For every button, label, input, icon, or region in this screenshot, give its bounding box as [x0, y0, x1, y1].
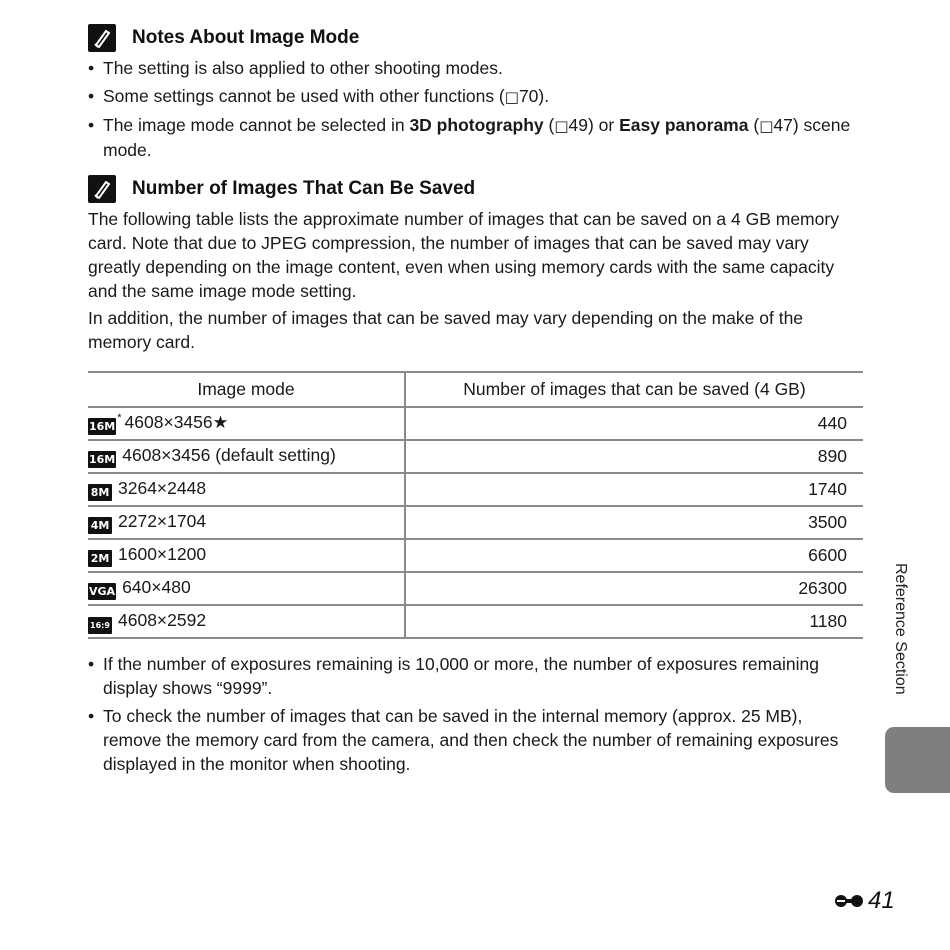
list-item: • Some settings cannot be used with other functions (□70). — [88, 84, 863, 109]
footnotes-list — [88, 652, 863, 780]
image-mode-16m-icon: 16M — [89, 453, 116, 466]
image-mode-label: 3264×2448 — [118, 478, 207, 498]
image-mode-4m-icon: 4M — [88, 517, 112, 534]
image-count: 1740 — [405, 473, 863, 506]
list-item: • If the number of exposures remaining is 10,000 or more, the number of exposures remaining display shows “9999”. — [88, 652, 863, 700]
images-table — [88, 371, 863, 639]
reference-section-e-icon — [834, 894, 864, 908]
section-label: Reference Section — [892, 563, 909, 695]
paragraph: The following table lists the approximate number of images that can be saved on a 4 GB memory card. Note that due to JPEG compression, the number of images that can be saved may vary greatly depending on the image content, even when using memory cards with the same capacity and the same image mode setting. — [88, 209, 839, 301]
table-row — [88, 539, 863, 572]
note-title: Number of Images That Can Be Saved — [132, 178, 476, 199]
table-row — [88, 473, 863, 506]
image-mode-label: 2272×1704 — [118, 511, 207, 531]
image-count: 6600 — [405, 539, 863, 572]
image-mode-label: 4608×2592 — [118, 609, 207, 630]
image-mode-2m-icon: 2M — [88, 550, 112, 567]
image-mode-label: 4608×3456★ — [124, 412, 229, 432]
table-row — [88, 440, 863, 473]
image-mode-notes-list — [88, 56, 863, 166]
pencil-note-icon — [88, 175, 116, 203]
image-mode-16m-icon: 16M — [89, 420, 116, 433]
column-header-count: Number of images that can be saved (4 GB) — [405, 372, 863, 407]
image-mode-label: 4608×3456 (default setting) — [122, 445, 336, 465]
table-row: 16M* 4608×3456★ 440 — [88, 407, 863, 440]
page-reference-icon: □ — [504, 88, 519, 106]
image-mode-label: 640×480 — [122, 577, 191, 597]
image-count: 890 — [405, 440, 863, 473]
table-row — [88, 572, 863, 605]
page-reference-link[interactable]: 70 — [518, 86, 539, 106]
page-reference-link[interactable]: 49 — [568, 115, 588, 135]
note-heading-image-mode — [88, 24, 359, 52]
table-header-row — [88, 372, 863, 407]
image-count: 440 — [405, 407, 863, 440]
image-count: 26300 — [405, 572, 863, 605]
page-reference-link[interactable]: 47 — [773, 115, 793, 135]
list-item: • The setting is also applied to other shooting modes. — [88, 56, 863, 80]
section-tab[interactable] — [885, 727, 950, 793]
image-mode-16-9-icon: 16:9 — [88, 617, 112, 634]
note-title: Notes About Image Mode — [132, 27, 360, 48]
table-row — [88, 605, 863, 638]
pencil-note-icon — [88, 24, 116, 52]
page-number: 41 — [834, 887, 895, 915]
image-mode-label: 1600×1200 — [118, 544, 207, 564]
column-header-image-mode: Image mode — [88, 372, 405, 407]
image-count: 1180 — [405, 605, 863, 638]
page-reference-icon: □ — [759, 117, 774, 135]
image-mode-vga-icon: VGA — [89, 585, 116, 598]
page-reference-icon: □ — [554, 117, 569, 135]
image-count: 3500 — [405, 506, 863, 539]
note-heading-number-of-images — [88, 175, 475, 203]
list-item: • The image mode cannot be selected in 3D photography (□49) or Easy panorama (□47) scene mode. — [88, 113, 863, 162]
table-row — [88, 506, 863, 539]
list-item: • To check the number of images that can be saved in the internal memory (approx. 25 MB), remove the memory card from the camera, and then check the number of remaining exposures displayed in the monitor when shooting. — [88, 704, 863, 776]
paragraph: In addition, the number of images that can be saved may vary depending on the make of the memory card. — [88, 308, 804, 352]
image-mode-8m-icon: 8M — [88, 484, 112, 501]
